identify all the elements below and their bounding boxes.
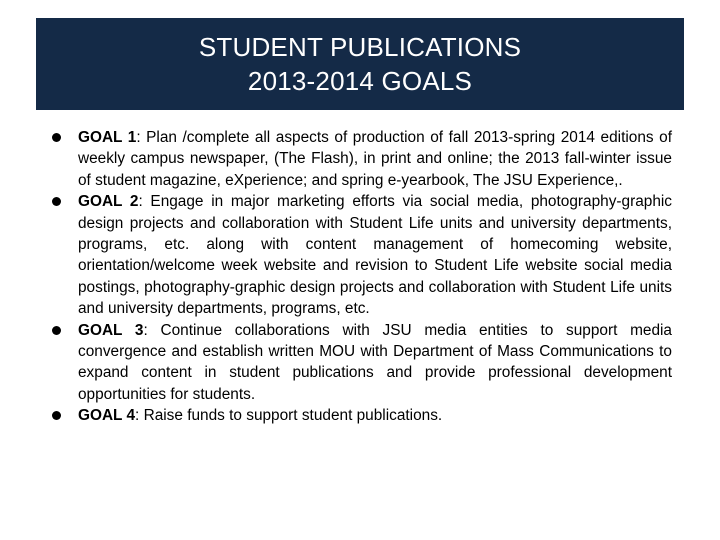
goal-item-4 [46,405,672,426]
goal-text: : Raise funds to support student publications. [135,407,443,425]
bullet-icon [52,326,61,335]
goal-text: : Plan /complete all aspects of production of fall 2013-spring 2014 editions of weekly campus newspaper, (The Flash), in print and online; the 2013 fall-winter issue of student magazine, eXperience; and spring e-yearbook, The JSU Experience,. [78,129,672,189]
goal-item-2 [46,191,672,319]
slide-title: STUDENT PUBLICATIONS [198,32,522,62]
goal-item-3 [46,320,672,406]
goal-label: GOAL 3 [78,321,144,339]
bullet-icon [52,411,61,420]
goal-label: GOAL 4 [78,407,136,425]
goal-text: : Engage in major marketing efforts via social media, photography-graphic design projects and collaboration with Student Life units and university departments, programs, etc. along with content management of homecoming website, orientation/welcome week website and revision to Student Life website social media postings, photography-graphic design projects and collaboration with Student Life units and university departments, programs, etc. [78,193,672,318]
title-banner [36,18,684,110]
goal-label: GOAL 1 [78,129,137,146]
goal-label: GOAL 2 [78,193,139,211]
bullet-icon [52,133,61,142]
goal-text: : Continue collaborations with JSU media entities to support media convergence and establish written MOU with Department of Mass Communications to expand content in student publications and provide professional development opportunities for students. [78,321,672,403]
goals-list [46,127,672,427]
goal-item-1 [46,127,672,191]
bullet-icon [52,197,61,206]
slide-subtitle: 2013-2014 GOALS [247,66,473,96]
